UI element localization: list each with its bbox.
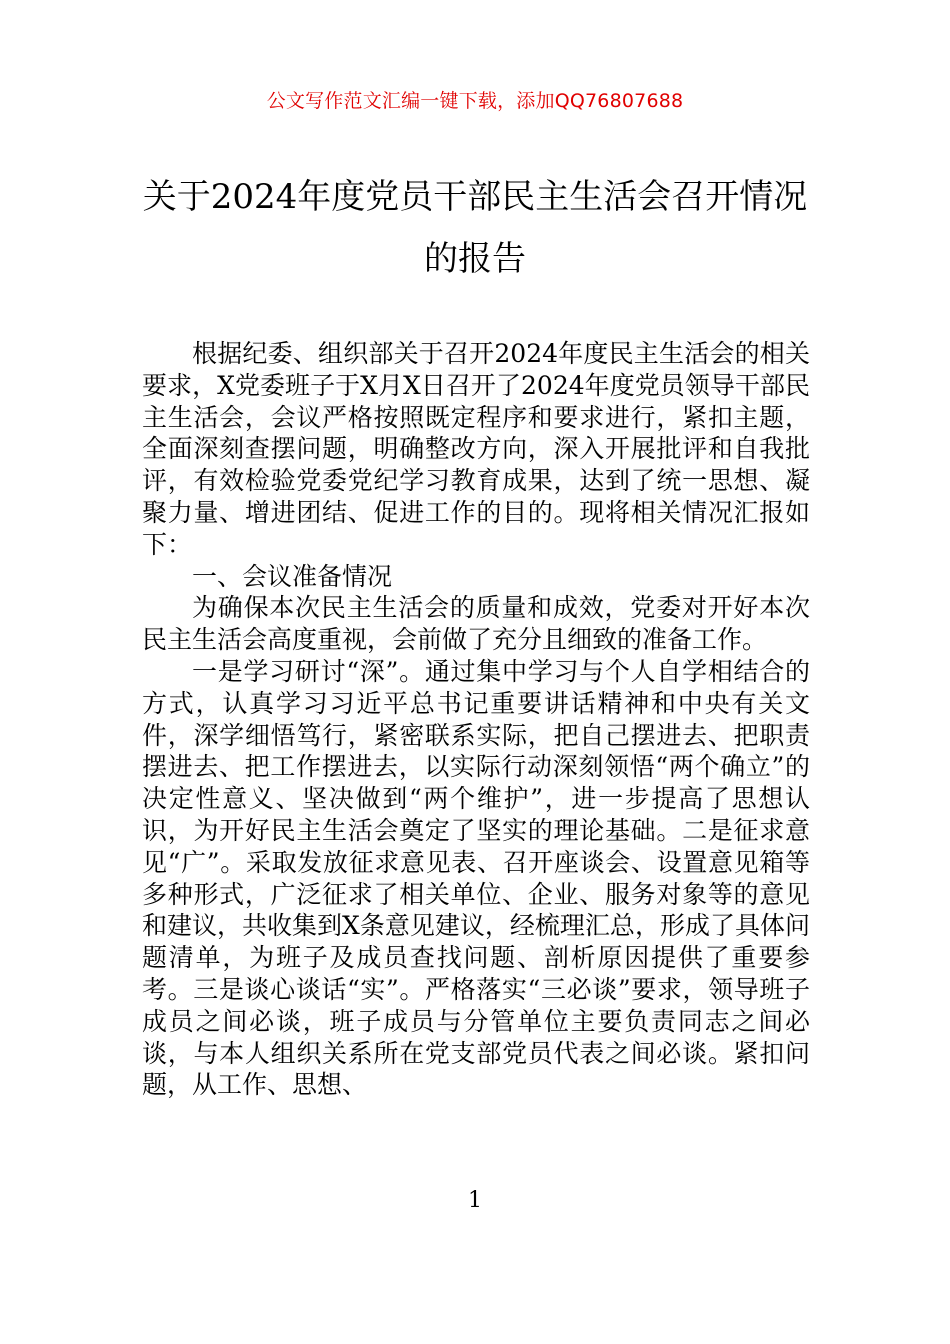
preparation-paragraph: 为确保本次民主生活会的质量和成效，党委对开好本次民主生活会高度重视，会前做了充分且细致的准备工作。 bbox=[142, 593, 810, 655]
section-heading: 一、会议准备情况 bbox=[192, 561, 393, 591]
download-notice: 公文写作范文汇编一键下载，添加QQ76807688 bbox=[266, 90, 684, 112]
intro-paragraph: 根据纪委、组织部关于召开2024年度民主生活会的相关要求，X党委班子于X月X日召开了2024年度党员领导干部民主生活会，会议严格按照既定程序和要求进行，紧扣主题，全面深刻查摆问题，明确整改方向，深入开展批评和自我批评，有效检验党委党纪学习教育成果，达到了统一思想、凝聚力量、增进团结、促进工作的目的。现将相关情况汇报如下： bbox=[142, 339, 810, 559]
page-number: 1 bbox=[468, 1188, 482, 1213]
document-title: 关于2024年度党员干部民主生活会召开情况的报告 bbox=[142, 177, 808, 279]
details-paragraph: 一是学习研讨“深”。通过集中学习与个人自学相结合的方式，认真学习习近平总书记重要讲话精神和中央有关文件，深学细悟笃行，紧密联系实际，把自己摆进去、把职责摆进去、把工作摆进去，以实际行动深刻领悟“两个确立”的决定性意义、坚决做到“两个维护”，进一步提高了思想认识，为开好民主生活会奠定了坚实的理论基础。二是征求意见“广”。采取发放征求意见表、召开座谈会、设置意见箱等多种形式，广泛征求了相关单位、企业、服务对象等的意见和建议，共收集到X条意见建议，经梳理汇总，形成了具体问题清单，为班子及成员查找问题、剖析原因提供了重要参考。三是谈心谈话“实”。严格落实“三必谈”要求，领导班子成员之间必谈，班子成员与分管单位主要负责同志之间必谈，与本人组织关系所在党支部党员代表之间必谈。紧扣问题，从工作、思想、 bbox=[142, 656, 810, 1100]
document-body bbox=[142, 338, 810, 1101]
